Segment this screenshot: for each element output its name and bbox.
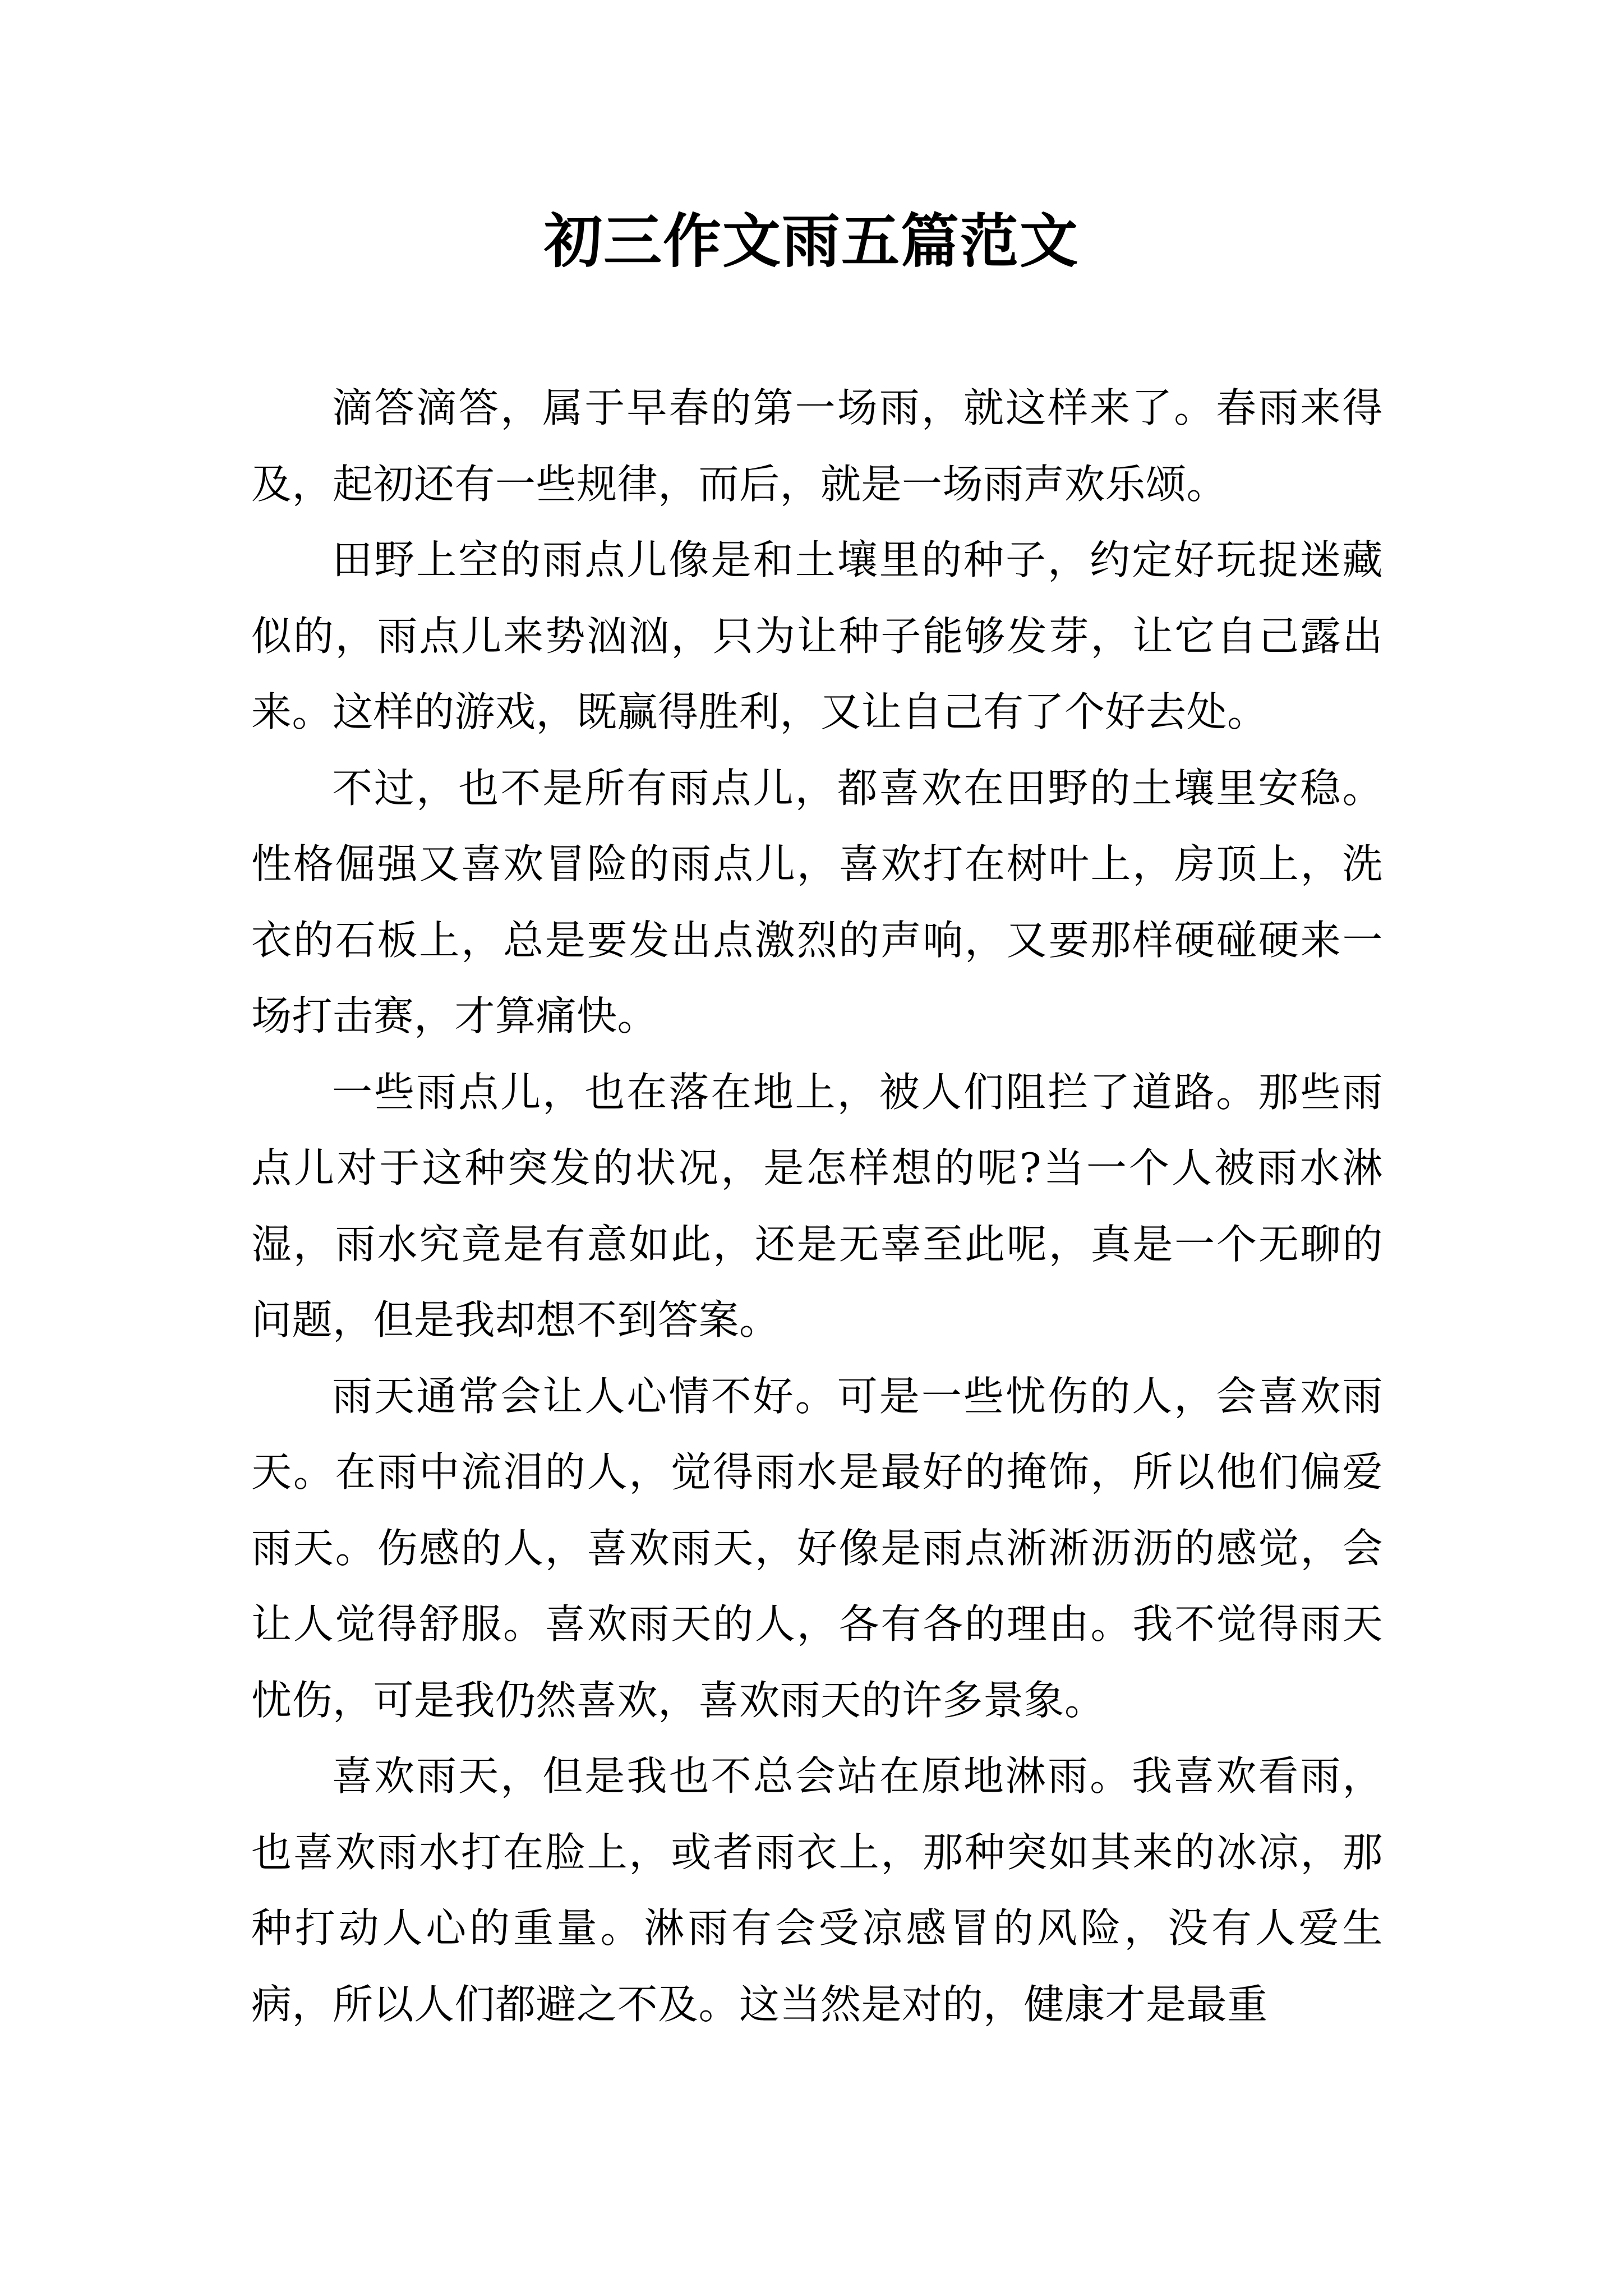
paragraph: 一些雨点儿，也在落在地上，被人们阻拦了道路。那些雨点儿对于这种突发的状况，是怎样想的呢?当一个人被雨水淋湿，雨水究竟是有意如此，还是无辜至此呢，真是一个无聊的问题，但是我却想不到答案。 <box>251 1068 1383 1343</box>
paragraph: 滴答滴答，属于早春的第一场雨，就这样来了。春雨来得及，起初还有一些规律，而后，就是一场雨声欢乐颂。 <box>251 384 1383 508</box>
document-body <box>251 370 1383 2042</box>
paragraph: 不过，也不是所有雨点儿，都喜欢在田野的土壤里安稳。性格倔强又喜欢冒险的雨点儿，喜欢打在树叶上，房顶上，洗衣的石板上，总是要发出点激烈的声响，又要那样硬碰硬来一场打击赛，才算痛快。 <box>251 764 1383 1039</box>
paragraph: 田野上空的雨点儿像是和土壤里的种子，约定好玩捉迷藏似的，雨点儿来势汹汹，只为让种子能够发芽，让它自己露出来。这样的游戏，既赢得胜利，又让自己有了个好去处。 <box>251 536 1383 735</box>
paragraph: 雨天通常会让人心情不好。可是一些忧伤的人，会喜欢雨天。在雨中流泪的人，觉得雨水是最好的掩饰，所以他们偏爱雨天。伤感的人，喜欢雨天，好像是雨点淅淅沥沥的感觉，会让人觉得舒服。喜欢雨天的人，各有各的理由。我不觉得雨天忧伤，可是我仍然喜欢，喜欢雨天的许多景象。 <box>251 1372 1383 1724</box>
paragraph: 喜欢雨天，但是我也不总会站在原地淋雨。我喜欢看雨，也喜欢雨水打在脸上，或者雨衣上，那种突如其来的冰凉，那种打动人心的重量。淋雨有会受凉感冒的风险，没有人爱生病，所以人们都避之不及。这当然是对的，健康才是最重 <box>251 1752 1383 2028</box>
document-title: 初三作文雨五篇范文 <box>543 206 1079 275</box>
